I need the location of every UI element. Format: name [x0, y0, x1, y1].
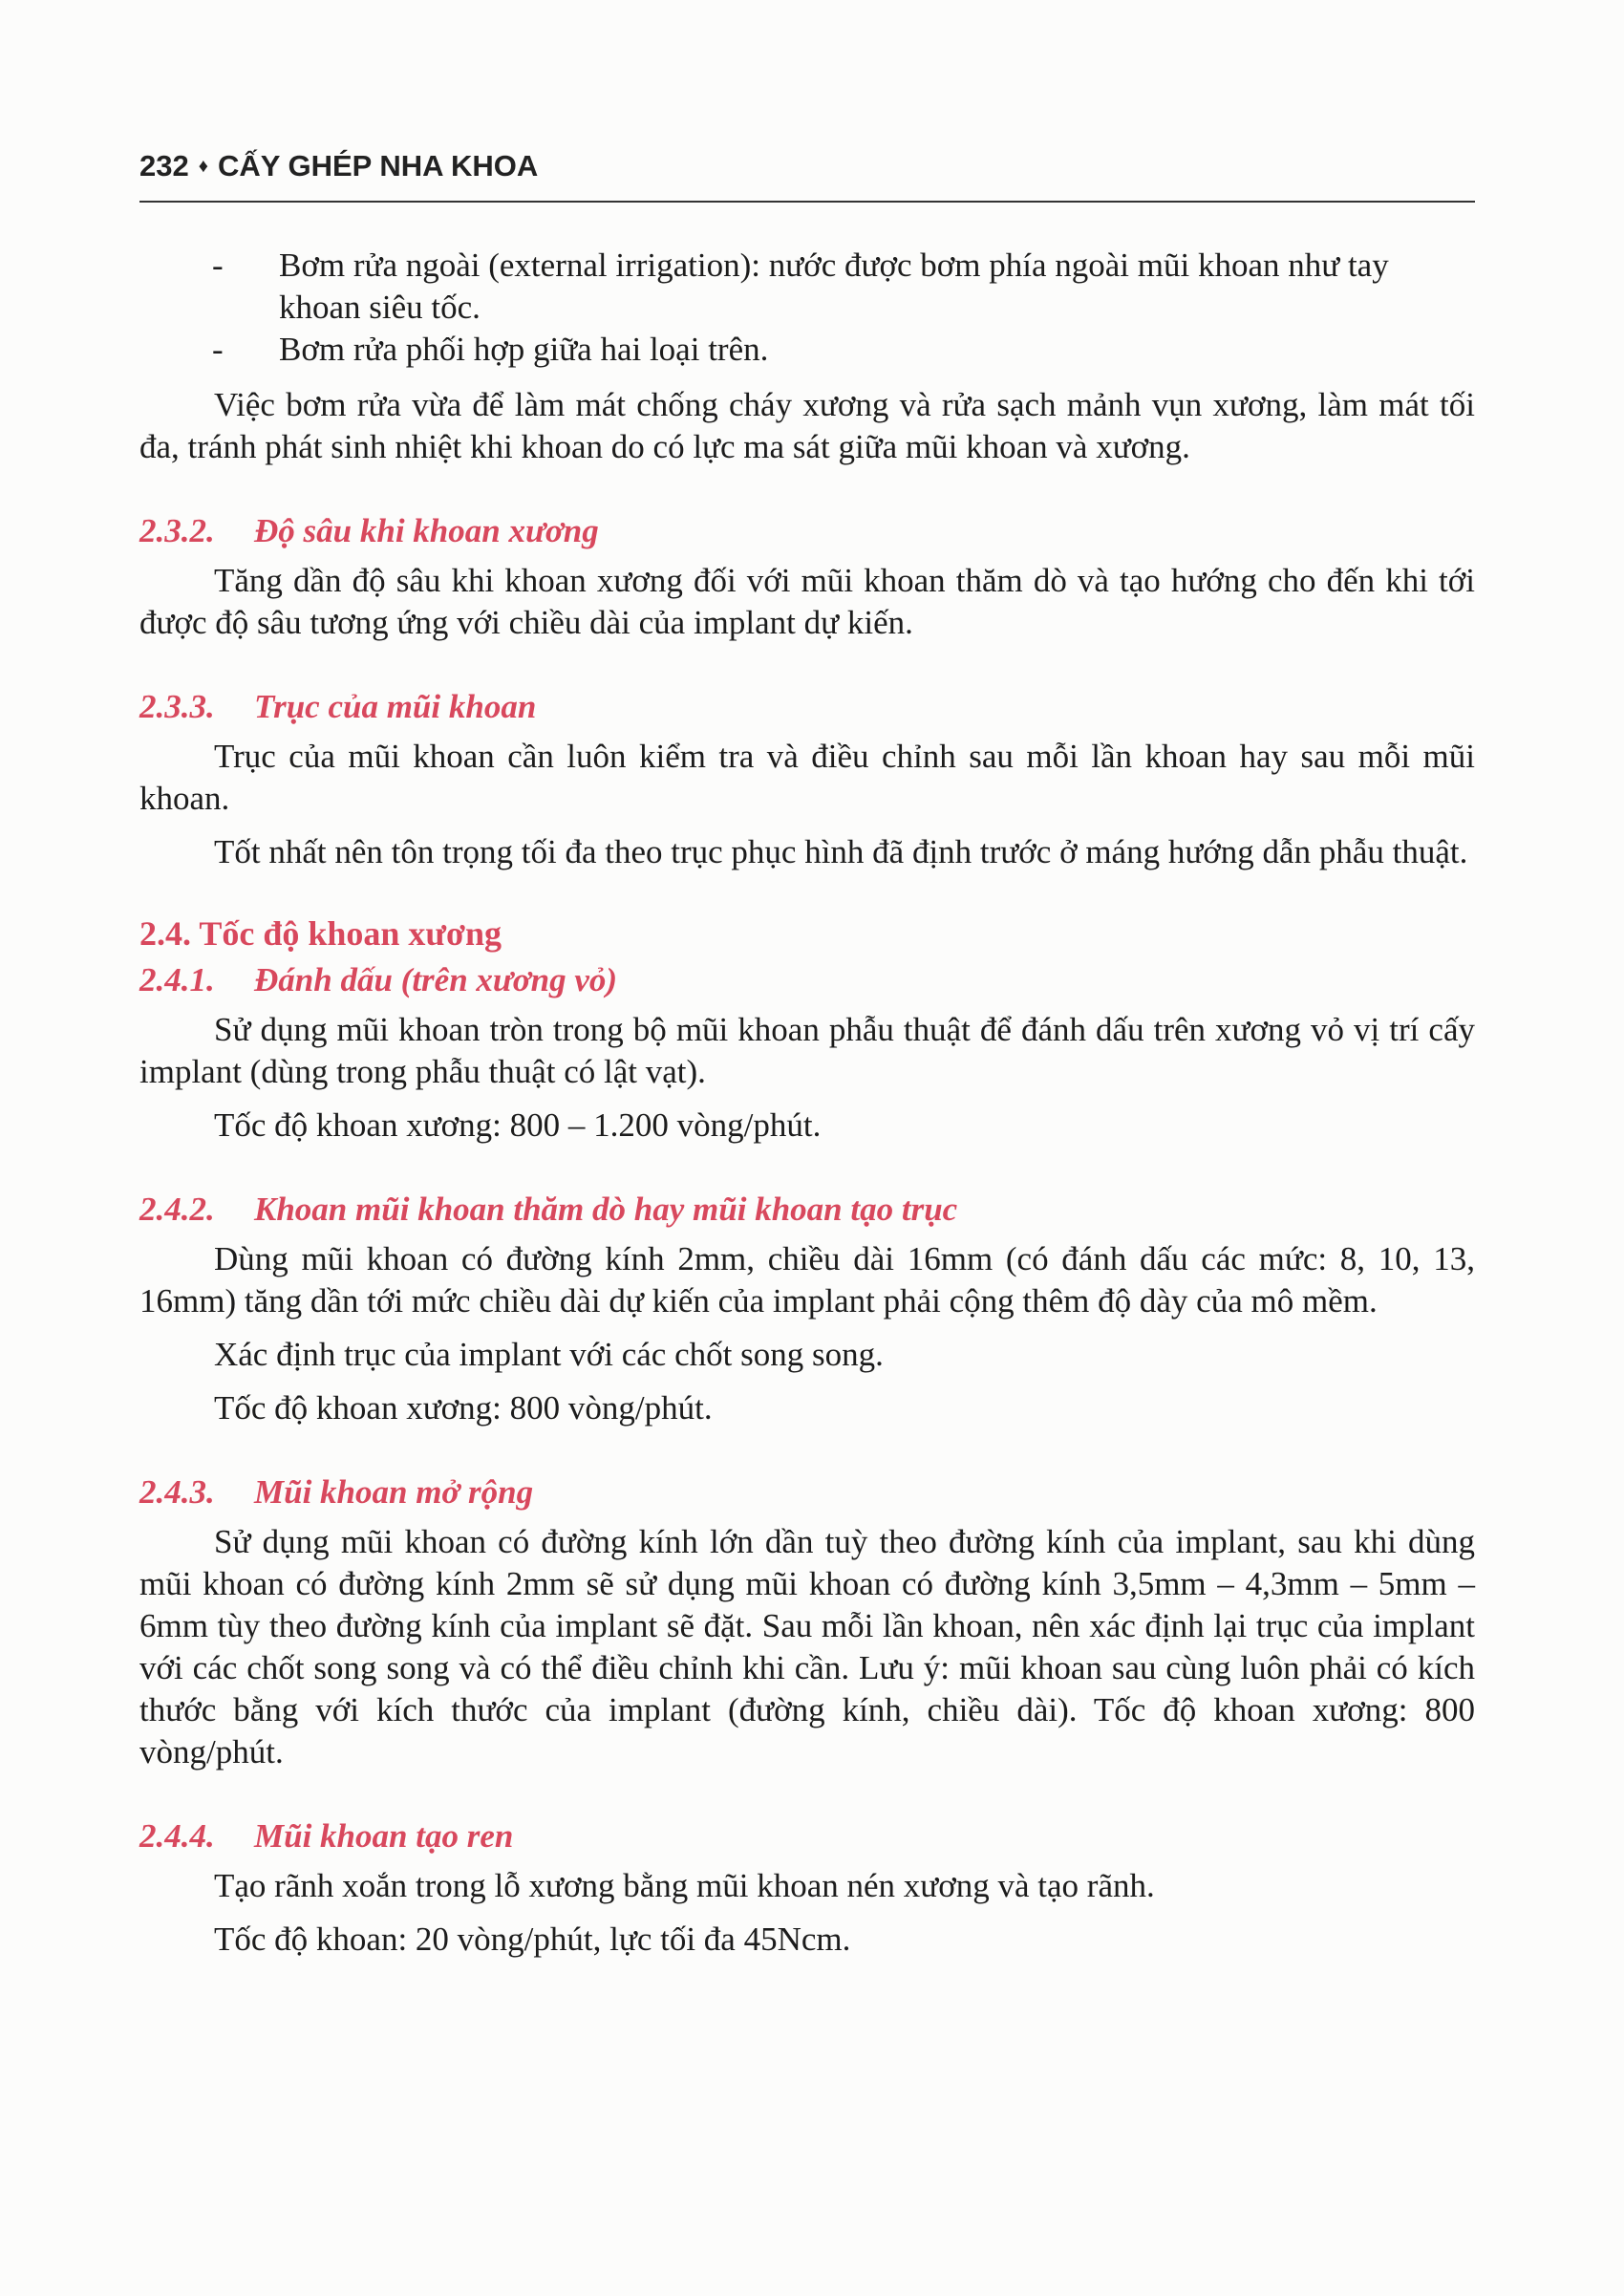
book-title: CẤY GHÉP NHA KHOA — [217, 149, 539, 182]
paragraph: Tăng dần độ sâu khi khoan xương đối với mũi khoan thăm dò và tạo hướng cho đến khi tới được độ sâu tương ứng với chiều dài của implant dự kiến. — [139, 562, 1475, 641]
paragraph: Trục của mũi khoan cần luôn kiểm tra và điều chỉnh sau mỗi lần khoan hay sau mỗi mũi khoan. — [139, 738, 1475, 817]
paragraph: Tốc độ khoan xương: 800 – 1.200 vòng/phút. — [214, 1106, 822, 1144]
paragraph: Tốt nhất nên tôn trọng tối đa theo trục phục hình đã định trước ở máng hướng dẫn phẫu thuật. — [214, 833, 1468, 870]
section-heading-2-3-3: 2.3.3. Trục của mũi khoan — [139, 688, 537, 725]
list-item — [139, 245, 1475, 329]
paragraph: Tốc độ khoan xương: 800 vòng/phút. — [214, 1389, 713, 1427]
section-heading-2-4-3: 2.4.3. Mũi khoan mở rộng — [139, 1473, 534, 1511]
paragraph: Tạo rãnh xoắn trong lỗ xương bằng mũi khoan nén xương và tạo rãnh. — [214, 1867, 1155, 1904]
bullet-text: Bơm rửa phối hợp giữa hai loại trên. — [279, 331, 769, 368]
section-heading-2-3-2: 2.3.2. Độ sâu khi khoan xương — [139, 512, 599, 549]
bullet-dash: - — [212, 331, 224, 368]
bullet-dash: - — [212, 247, 224, 284]
paragraph: Xác định trục của implant với các chốt song song. — [214, 1336, 884, 1373]
section-heading-2-4-1: 2.4.1. Đánh dấu (trên xương vỏ) — [139, 961, 618, 998]
paragraph: Sử dụng mũi khoan có đường kính lớn dần tuỳ theo đường kính của implant, sau khi dùng mũi khoan có đường kính 2mm sẽ sử dụng mũi khoan có đường kính 3,5mm – 4,3mm – 5mm – 6mm tùy theo đường kính của implant sẽ đặt. Sau mỗi lần khoan, nên xác định lại trục của implant với các chốt song song và có thể điều chỉnh khi cần. Lưu ý: mũi khoan sau cùng luôn phải có kích thước bằng với kích thước của implant (đường kính, chiều dài). Tốc độ khoan xương: 800 vòng/phút. — [139, 1523, 1475, 1770]
bullet-text: Bơm rửa ngoài (external irrigation): nước được bơm phía ngoài mũi khoan như tay khoan siêu tốc. — [279, 247, 1389, 326]
diamond-separator-icon: ♦ — [198, 155, 208, 177]
book-page — [139, 143, 1475, 1961]
page-body — [139, 245, 1475, 1961]
paragraph: Dùng mũi khoan có đường kính 2mm, chiều dài 16mm (có đánh dấu các mức: 8, 10, 13, 16mm) tăng dần tới mức chiều dài dự kiến của implant phải cộng thêm độ dày của mô mềm. — [139, 1240, 1475, 1320]
paragraph: Tốc độ khoan: 20 vòng/phút, lực tối đa 45Ncm. — [214, 1920, 851, 1958]
section-heading-2-4-4: 2.4.4. Mũi khoan tạo ren — [139, 1817, 514, 1855]
running-head — [139, 143, 1475, 189]
intro-paragraph: Việc bơm rửa vừa để làm mát chống cháy xương và rửa sạch mảnh vụn xương, làm mát tối đa, tránh phát sinh nhiệt khi khoan do có lực ma sát giữa mũi khoan và xương. — [139, 386, 1475, 465]
section-heading-2-4: 2.4. Tốc độ khoan xương — [139, 914, 502, 953]
header-rule — [139, 201, 1475, 203]
paragraph: Sử dụng mũi khoan tròn trong bộ mũi khoan phẫu thuật để đánh dấu trên xương vỏ vị trí cấy implant (dùng trong phẫu thuật có lật vạt). — [139, 1011, 1475, 1090]
section-heading-2-4-2: 2.4.2. Khoan mũi khoan thăm dò hay mũi khoan tạo trục — [139, 1191, 958, 1228]
page-number: 232 — [139, 149, 189, 182]
list-item — [139, 329, 1475, 371]
